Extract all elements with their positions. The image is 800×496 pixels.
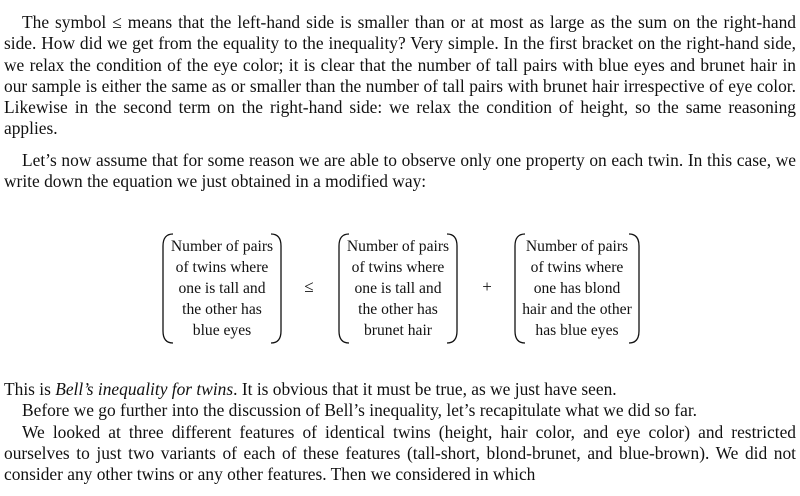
less-or-equal-operator: ≤ <box>304 277 314 296</box>
emphasis-bells-inequality: Bell’s inequality for twins <box>55 379 234 399</box>
paragraph-3-line-2: Before we go further into the discussion of Bell’s inequality, let’s recapitulate what we did so far. <box>22 400 697 421</box>
term-2-line-1: Number of pairs <box>346 238 450 255</box>
paragraph-3-line-3: We looked at three different features of identical twins (height, hair color, and eye color) and restricted ourselves to just two variants of each of these features (tall-short, blond-brunet, and blue-brown). We did not consider any other twins or any other features. Then we considered in which <box>4 421 796 485</box>
term-2-line-3: one is tall and <box>354 280 442 297</box>
term-3-line-1: Number of pairs <box>525 238 629 255</box>
bell-inequality-equation <box>161 232 641 345</box>
paragraph-1-text: The symbol ≤ means that the left-hand side is smaller than or at most as large as the sum on the right-hand side. How did we get from the equality to the inequality? Very simple. In the first bracket on the right-hand side, we relax the condition of the eye color; it is clear that the number of tall pairs with blue eyes and brunet hair in our sample is either the same as or smaller than the number of tall pairs with brunet hair irrespective of eye color. Likewise in the second term on the right-hand side: we relax the condition of height, so the same reasoning applies. <box>4 12 796 139</box>
text-run: . It is obvious that it must be true, as we just have seen. <box>233 379 617 399</box>
term-2-line-4: the other has <box>358 301 438 318</box>
paragraph-2 <box>4 150 796 193</box>
paragraph-1 <box>4 12 796 140</box>
term-1-line-1: Number of pairs <box>170 238 274 255</box>
term-1-line-4: the other has <box>182 301 262 318</box>
text-run: This is <box>4 379 56 399</box>
term-1-line-5: blue eyes <box>192 322 252 339</box>
term-3-line-5: has blue eyes <box>535 322 619 339</box>
paragraph-2-text: Let’s now assume that for some reason we are able to observe only one property on each twin. In this case, we write down the equation we just obtained in a modified way: <box>4 150 796 192</box>
term-2-line-5: brunet hair <box>364 322 432 339</box>
equation-term-3 <box>513 232 641 345</box>
paragraph-3-line-1 <box>4 379 796 400</box>
term-3-line-3: one has blond <box>533 280 621 297</box>
term-2-line-2: of twins where <box>351 259 445 276</box>
term-1-line-2: of twins where <box>175 259 269 276</box>
plus-operator: + <box>482 277 492 296</box>
term-3-line-4: hair and the other <box>522 301 632 318</box>
term-1-line-3: one is tall and <box>178 280 266 297</box>
term-3-line-2: of twins where <box>530 259 624 276</box>
paragraph-3 <box>4 379 796 485</box>
equation-term-2 <box>337 232 459 345</box>
equation-term-1 <box>161 232 283 345</box>
